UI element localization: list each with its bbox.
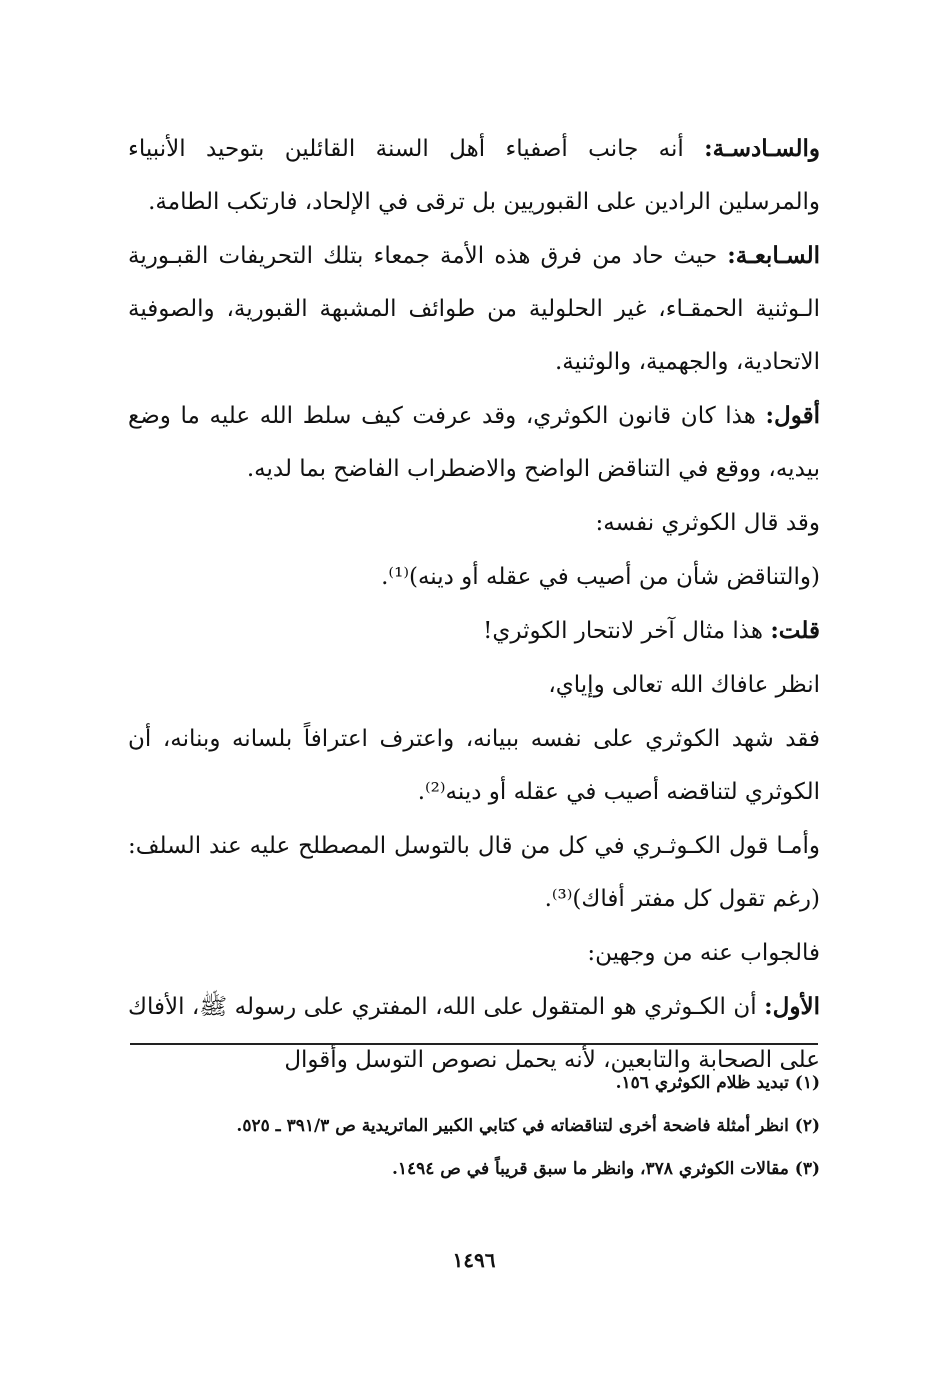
paragraph-kawthari-said <box>128 496 820 550</box>
paragraph-quote-contradiction <box>128 550 820 604</box>
paragraph-look <box>128 658 820 712</box>
footnote-2: (٢) انظر أمثلة فاضحة أخرى لتناقضاته في كتابي الكبير الماتريدية ص ٣٩١/٣ ـ ٥٢٥. <box>236 1116 820 1136</box>
paragraph-answer <box>128 926 820 980</box>
paragraph-aqul <box>128 389 820 496</box>
footnote-3: (٣) مقالات الكوثري ٣٧٨، وانظر ما سبق قريباً في ص ١٤٩٤. <box>391 1159 820 1179</box>
paragraph-qultu <box>128 604 820 658</box>
paragraph-text: (والتناقض شأن من أصيب في عقله أو دينه)⁽¹⁾. <box>381 564 820 590</box>
paragraph-text: فقد شهد الكوثري على نفسه ببيانه، واعترف اعترافاً بلسانه وبنانه، أن الكوثري لتناقضه أصيب في عقله أو دينه⁽²⁾. <box>128 726 820 805</box>
main-text <box>128 122 820 1087</box>
paragraph-text: هذا مثال آخر لانتحار الكوثري! <box>483 618 771 644</box>
paragraph-text: وقد قال الكوثري نفسه: <box>595 510 820 536</box>
page-number: ١٤٩٦ <box>452 1248 496 1272</box>
paragraph-text: أن الكـوثري هو المتقول على الله، المفتري على رسوله ﷺ، الأفاك على الصحابة والتابعين، لأنه يحمل نصوص التوسل وأقوال <box>128 994 820 1073</box>
footnote-1: (١) تبديد ظلام الكوثري ١٥٦. <box>615 1073 820 1093</box>
paragraph-lead: الأول: <box>764 993 820 1020</box>
paragraph-text: هذا كان قانون الكوثري، وقد عرفت كيف سلط الله عليه ما وضع بيديه، ووقع في التناقض الواضح والاضطراب الفاضح بما لديه. <box>128 403 820 482</box>
paragraph-text: حيث حاد من فرق هذه الأمة جمعاء بتلك التحريفات القبـورية الـوثنية الحمقـاء، غير الحلولية من طوائف المشبهة القبورية، والصوفية الاتحادية، والجهمية، والوثنية. <box>128 243 820 375</box>
paragraph-text: انظر عافاك الله تعالى وإياي، <box>548 672 820 698</box>
paragraph-tawassul <box>128 819 820 926</box>
paragraph-text: فالجواب عنه من وجهين: <box>587 940 820 966</box>
paragraph-text: وأمـا قول الكـوثـري في كل من قال بالتوسل المصطلح عليه عند السلف: (رغم تقول كل مفتر أفاك)⁽³⁾. <box>128 833 820 912</box>
paragraph-lead: والسـادسـة: <box>704 135 820 162</box>
paragraph-sixth <box>128 122 820 229</box>
paragraph-lead: أقول: <box>765 402 820 429</box>
footnotes <box>128 1062 820 1191</box>
paragraph-testified <box>128 712 820 819</box>
paragraph-lead: قلت: <box>770 617 820 644</box>
paragraph-text: أنه جانب أصفياء أهل السنة القائلين بتوحيد الأنبياء والمرسلين الرادين على القبوريين بل ترقى في الإلحاد، فارتكب الطامة. <box>128 136 820 215</box>
paragraph-seventh <box>128 229 820 389</box>
paragraph-lead: السـابعـة: <box>727 242 820 269</box>
footnote-separator <box>130 1043 818 1045</box>
